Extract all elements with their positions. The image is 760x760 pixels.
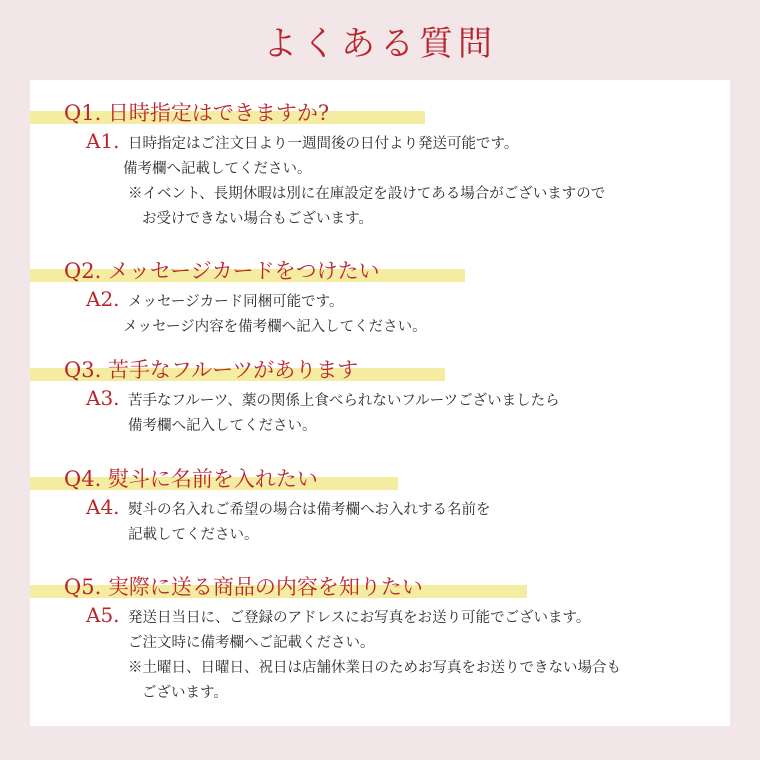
- faq-item-5: [30, 570, 730, 706]
- faq-item-3: [30, 353, 730, 439]
- answer-label: A2.: [86, 287, 120, 311]
- faq-question-1: [30, 96, 730, 130]
- answer-label: A5.: [86, 603, 120, 627]
- faq-item-4: [30, 462, 730, 548]
- answer-line: メッセージカード同梱可能です。: [128, 294, 344, 310]
- faq-item-1: [30, 96, 730, 232]
- faq-question-2: [30, 254, 730, 288]
- answer-line: 発送日当日に、ご登録のアドレスにお写真をお送り可能でございます。: [128, 610, 591, 626]
- question-text: Q1. 日時指定はできますか?: [64, 101, 330, 125]
- question-text: Q4. 熨斗に名前を入れたい: [64, 467, 318, 491]
- answer-note: ※土曜日、日曜日、祝日は店舗休業日のためお写真をお送りできない場合も: [128, 660, 621, 676]
- answer-note: ※イベント、長期休暇は別に在庫設定を設けてある場合がございますので: [128, 186, 606, 202]
- answer-line: メッセージ内容を備考欄へ記入してください。: [123, 319, 427, 335]
- answer-line: 熨斗の名入れご希望の場合は備考欄へお入れする名前を: [128, 502, 491, 518]
- faq-question-5: [30, 570, 730, 604]
- answer-line: 備考欄へ記入してください。: [128, 418, 317, 434]
- question-text: Q3. 苦手なフルーツがあります: [64, 358, 359, 382]
- faq-question-4: [30, 462, 730, 496]
- answer-label: A4.: [86, 495, 120, 519]
- faq-panel: [30, 80, 730, 726]
- faq-question-3: [30, 353, 730, 387]
- answer-line: ご注文時に備考欄へご記載ください。: [128, 635, 375, 651]
- faq-answer-5: [30, 603, 730, 706]
- answer-line: 苦手なフルーツ、薬の関係上食べられないフルーツございましたら: [128, 393, 560, 409]
- answer-line: 日時指定はご注文日より一週間後の日付より発送可能です。: [128, 136, 519, 152]
- faq-answer-3: [30, 386, 730, 439]
- answer-note: ございます。: [142, 685, 228, 701]
- page-title: よくある質問: [263, 24, 497, 64]
- answer-line: 記載してください。: [128, 527, 259, 543]
- question-text: Q2. メッセージカードをつけたい: [64, 259, 380, 283]
- question-text: Q5. 実際に送る商品の内容を知りたい: [64, 575, 423, 599]
- answer-label: A1.: [86, 129, 120, 153]
- faq-item-2: [30, 254, 730, 340]
- faq-answer-1: [30, 129, 730, 232]
- faq-answer-4: [30, 495, 730, 548]
- faq-answer-2: [30, 287, 730, 340]
- answer-note: お受けできない場合もございます。: [142, 211, 373, 227]
- answer-line: 備考欄へ記載してください。: [123, 161, 312, 177]
- answer-label: A3.: [86, 386, 120, 410]
